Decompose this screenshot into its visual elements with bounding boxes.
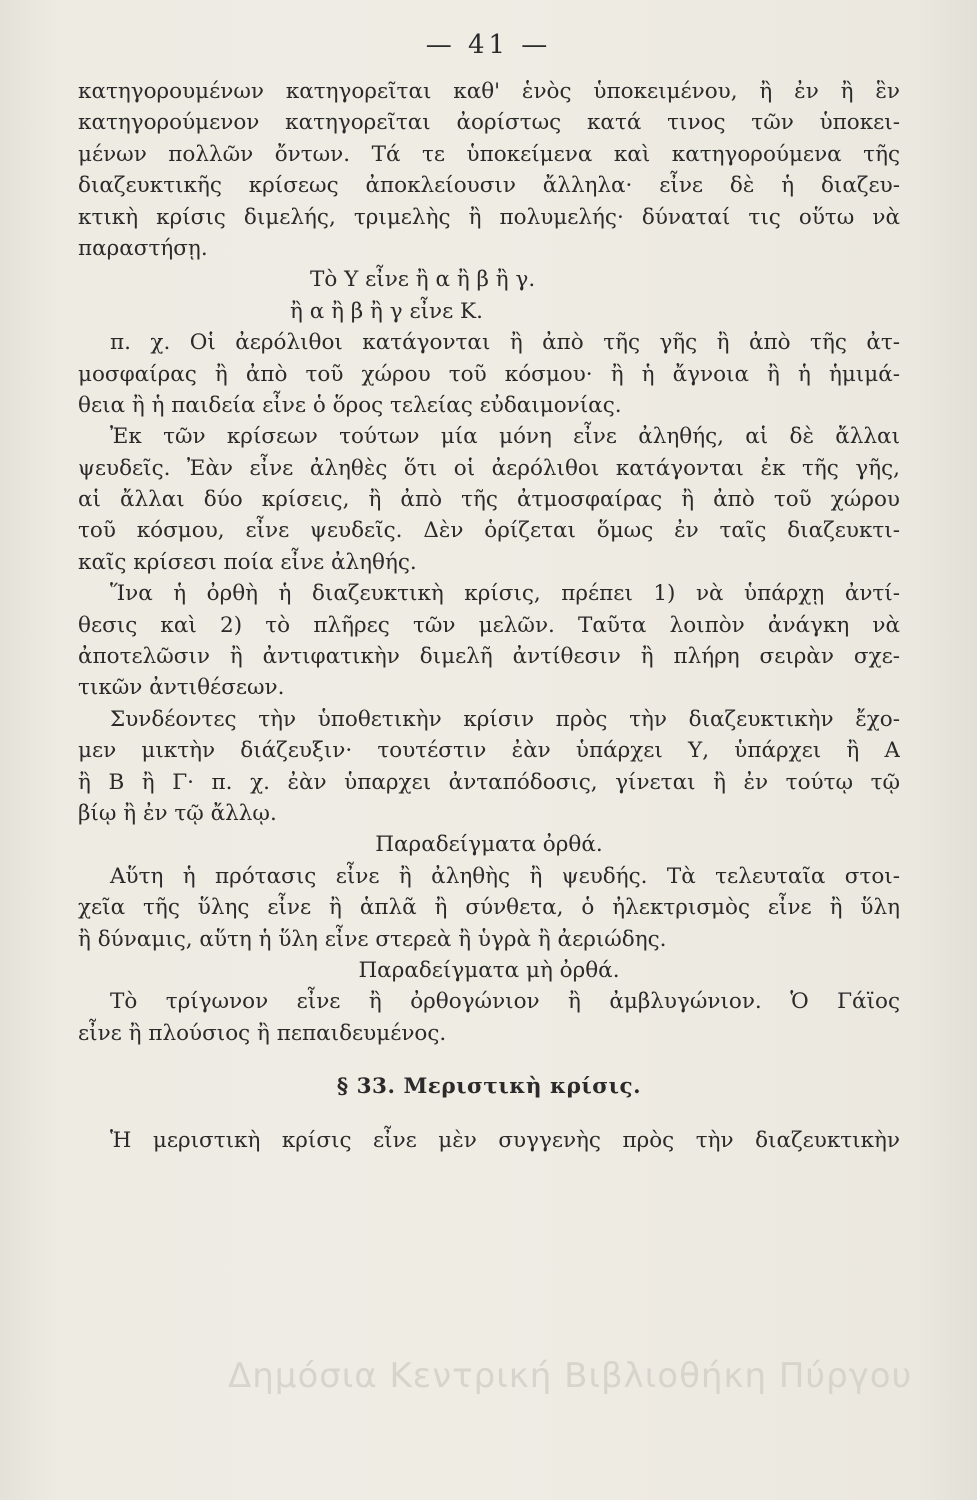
text-line: θεια ἢ ἡ παιδεία εἶνε ὁ ὅρος τελείας εὐδαιμονίας.	[78, 392, 622, 418]
formula-line: Τὸ Υ εἶνε ἢ α ἢ β ἢ γ.	[310, 267, 536, 293]
text-line: Ἡ μεριστικὴ κρίσις εἶνε μὲν συγγενὴς πρὸς τὴν διαζευκτικὴν	[110, 1127, 900, 1153]
text-line: καῖς κρίσεσι ποία εἶνε ἀληθής.	[78, 549, 417, 575]
text-line: ἢ Β ἢ Γ· π. χ. ἐὰν ὑπαρχει ἀνταπόδοσις, γίνεται ἢ ἐν τούτῳ τῷ	[78, 769, 900, 795]
text-line: Αὕτη ἡ πρότασις εἶνε ἢ ἀληθὴς ἢ ψευδής. Τὰ τελευταῖα στοι-	[110, 863, 900, 889]
text-line: ψευδεῖς. Ἐὰν εἶνε ἀληθὲς ὅτι οἱ ἀερόλιθοι κατάγονται ἐκ τῆς γῆς,	[78, 455, 900, 481]
text-line: παραστήσῃ.	[78, 235, 208, 261]
formula-line: ἢ α ἢ β ἢ γ εἶνε Κ.	[290, 298, 483, 324]
subheading-incorrect-examples: Παραδείγματα μὴ ὀρθά.	[358, 957, 620, 983]
text-line: ἀποτελῶσιν ἢ ἀντιφατικὴν διμελῆ ἀντίθεσιν ἢ πλήρη σειρὰν σχε-	[78, 644, 900, 670]
page-number: — 41 —	[425, 30, 552, 60]
text-line: μοσφαίρας ἢ ἀπὸ τοῦ χώρου τοῦ κόσμου· ἢ ἡ ἄγνοια ἢ ἡ ἡμιμά-	[78, 361, 900, 387]
text-line: εἶνε ἢ πλούσιος ἢ πεπαιδευμένος.	[78, 1020, 447, 1046]
text-line: κατηγορούμενον κατηγορεῖται ἀορίστως κατά τινος τῶν ὑποκει-	[78, 110, 900, 136]
text-line: αἱ ἄλλαι δύο κρίσεις, ἢ ἀπὸ τῆς ἀτμοσφαίρας ἢ ἀπὸ τοῦ χώρου	[78, 487, 900, 513]
spacer	[78, 1049, 900, 1071]
text-line: Ἐκ τῶν κρίσεων τούτων μία μόνη εἶνε ἀληθής, αἱ δὲ ἄλλαι	[110, 424, 900, 450]
text-line: τικῶν ἀντιθέσεων.	[78, 675, 285, 701]
subheading-correct-examples: Παραδείγματα ὀρθά.	[375, 832, 603, 858]
page-text	[78, 76, 900, 1156]
text-line: κτικὴ κρίσις διμελής, τριμελὴς ἢ πολυμελής· δύναταί τις οὕτω νὰ	[78, 204, 900, 230]
text-line: διαζευκτικῆς κρίσεως ἀποκλείουσιν ἄλληλα· εἶνε δὲ ἡ διαζευ-	[78, 173, 900, 199]
text-line: τοῦ κόσμου, εἶνε ψευδεῖς. Δὲν ὁρίζεται ὅμως ἐν ταῖς διαζευκτι-	[78, 518, 900, 544]
text-line: π. χ. Οἱ ἀερόλιθοι κατάγονται ἢ ἀπὸ τῆς γῆς ἢ ἀπὸ τῆς ἀτ-	[110, 330, 900, 356]
text-line: μεν μικτὴν διάζευξιν· τουτέστιν ἐὰν ὑπάρχει Υ, ὑπάρχει ἢ Α	[78, 738, 900, 764]
library-watermark: Δημόσια Κεντρική Βιβλιοθήκη Πύργου	[228, 1356, 913, 1396]
text-line: μένων πολλῶν ὄντων. Τά τε ὑποκείμενα καὶ κατηγορούμενα τῆς	[78, 141, 900, 167]
text-line: βίῳ ἢ ἐν τῷ ἄλλῳ.	[78, 800, 277, 826]
text-line: κατηγορουμένων κατηγορεῖται καθ' ἑνὸς ὑποκειμένου, ἢ ἐν ἢ ἓν	[78, 79, 900, 104]
text-line: Ἵνα ἡ ὀρθὴ ἡ διαζευκτικὴ κρίσις, πρέπει 1) νὰ ὑπάρχῃ ἀντί-	[110, 581, 900, 607]
text-line: χεῖα τῆς ὕλης εἶνε ἢ ἁπλᾶ ἢ σύνθετα, ὁ ἠλεκτρισμὸς εἶνε ἢ ὕλη	[78, 895, 900, 921]
section-heading: § 33. Μεριστικὴ κρίσις.	[336, 1074, 642, 1100]
text-line: Τὸ τρίγωνον εἶνε ἢ ὀρθογώνιον ἢ ἀμβλυγώνιον. Ὁ Γάϊος	[110, 989, 900, 1015]
spacer	[78, 1103, 900, 1125]
text-line: θεσις καὶ 2) τὸ πλῆρες τῶν μελῶν. Ταῦτα λοιπὸν ἀνάγκη νὰ	[78, 612, 900, 638]
text-line: Συνδέοντες τὴν ὑποθετικὴν κρίσιν πρὸς τὴν διαζευκτικὴν ἔχο-	[110, 706, 900, 732]
text-line: ἢ δύναμις, αὕτη ἡ ὕλη εἶνε στερεὰ ἢ ὑγρὰ ἢ ἀεριώδης.	[78, 926, 667, 952]
